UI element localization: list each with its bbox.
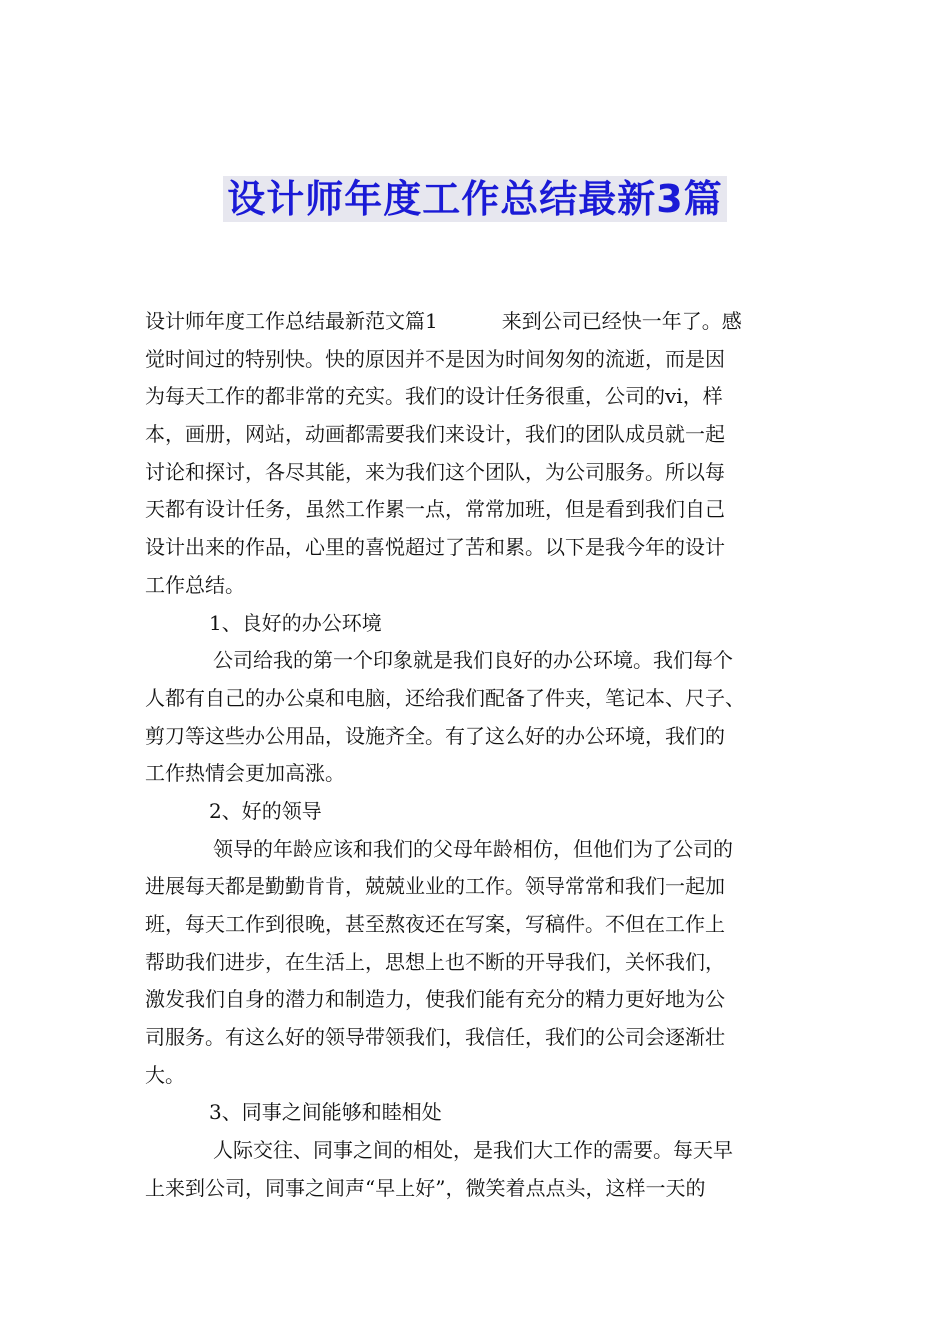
- paragraph-line: 帮助我们进步，在生活上，思想上也不断的开导我们，关怀我们，: [145, 949, 725, 974]
- paragraph-line: 人都有自己的办公桌和电脑，还给我们配备了件夹，笔记本、尺子、: [145, 685, 745, 710]
- paragraph-line: 为每天工作的都非常的充实。我们的设计任务很重，公司的vi，样: [145, 384, 723, 409]
- document-title: 设计师年度工作总结最新3篇: [223, 176, 726, 222]
- document-body: [145, 303, 817, 1208]
- section-heading: 3、同事之间能够和睦相处: [209, 1100, 442, 1125]
- paragraph-line: 天都有设计任务，虽然工作累一点，常常加班，但是看到我们自己: [145, 497, 725, 522]
- paragraph-line: 剪刀等这些办公用品，设施齐全。有了这么好的办公环境，我们的: [145, 723, 725, 748]
- paragraph-line: 领导的年龄应该和我们的父母年龄相仿，但他们为了公司的: [213, 836, 733, 861]
- paragraph-line: 讨论和探讨，各尽其能，来为我们这个团队，为公司服务。所以每: [145, 459, 725, 484]
- paragraph-line: 工作总结。: [145, 572, 245, 597]
- section-heading-inline: 设计师年度工作总结最新范文篇1: [145, 309, 438, 333]
- title-container: [0, 176, 950, 222]
- paragraph-line: 激发我们自身的潜力和制造力，使我们能有充分的精力更好地为公: [145, 987, 725, 1012]
- paragraph-line: [145, 303, 817, 341]
- paragraph-line: 班，每天工作到很晚，甚至熬夜还在写案，写稿件。不但在工作上: [145, 912, 725, 936]
- paragraph-line: 司服务。有这么好的领导带领我们，我信任，我们的公司会逐渐壮: [145, 1025, 725, 1050]
- paragraph-text: 来到公司已经快一年了。感: [501, 309, 742, 333]
- paragraph-line: 上来到公司，同事之间声“早上好”，微笑着点点头，这样一天的: [145, 1175, 706, 1200]
- section-heading: 1、良好的办公环境: [209, 610, 382, 635]
- paragraph-line: 觉时间过的特别快。快的原因并不是因为时间匆匆的流逝，而是因: [145, 346, 725, 371]
- paragraph-line: 大。: [145, 1062, 185, 1087]
- paragraph-line: 进展每天都是勤勤肯肯，兢兢业业的工作。领导常常和我们一起加: [145, 874, 725, 899]
- paragraph-line: 公司给我的第一个印象就是我们良好的办公环境。我们每个: [213, 648, 733, 673]
- paragraph-line: 设计出来的作品，心里的喜悦超过了苦和累。以下是我今年的设计: [145, 535, 725, 560]
- section-heading: 2、好的领导: [209, 798, 322, 823]
- paragraph-line: 人际交往、同事之间的相处，是我们大工作的需要。每天早: [213, 1138, 733, 1163]
- paragraph-line: 本，画册，网站，动画都需要我们来设计，我们的团队成员就一起: [145, 422, 725, 447]
- paragraph-line: 工作热情会更加高涨。: [145, 761, 345, 786]
